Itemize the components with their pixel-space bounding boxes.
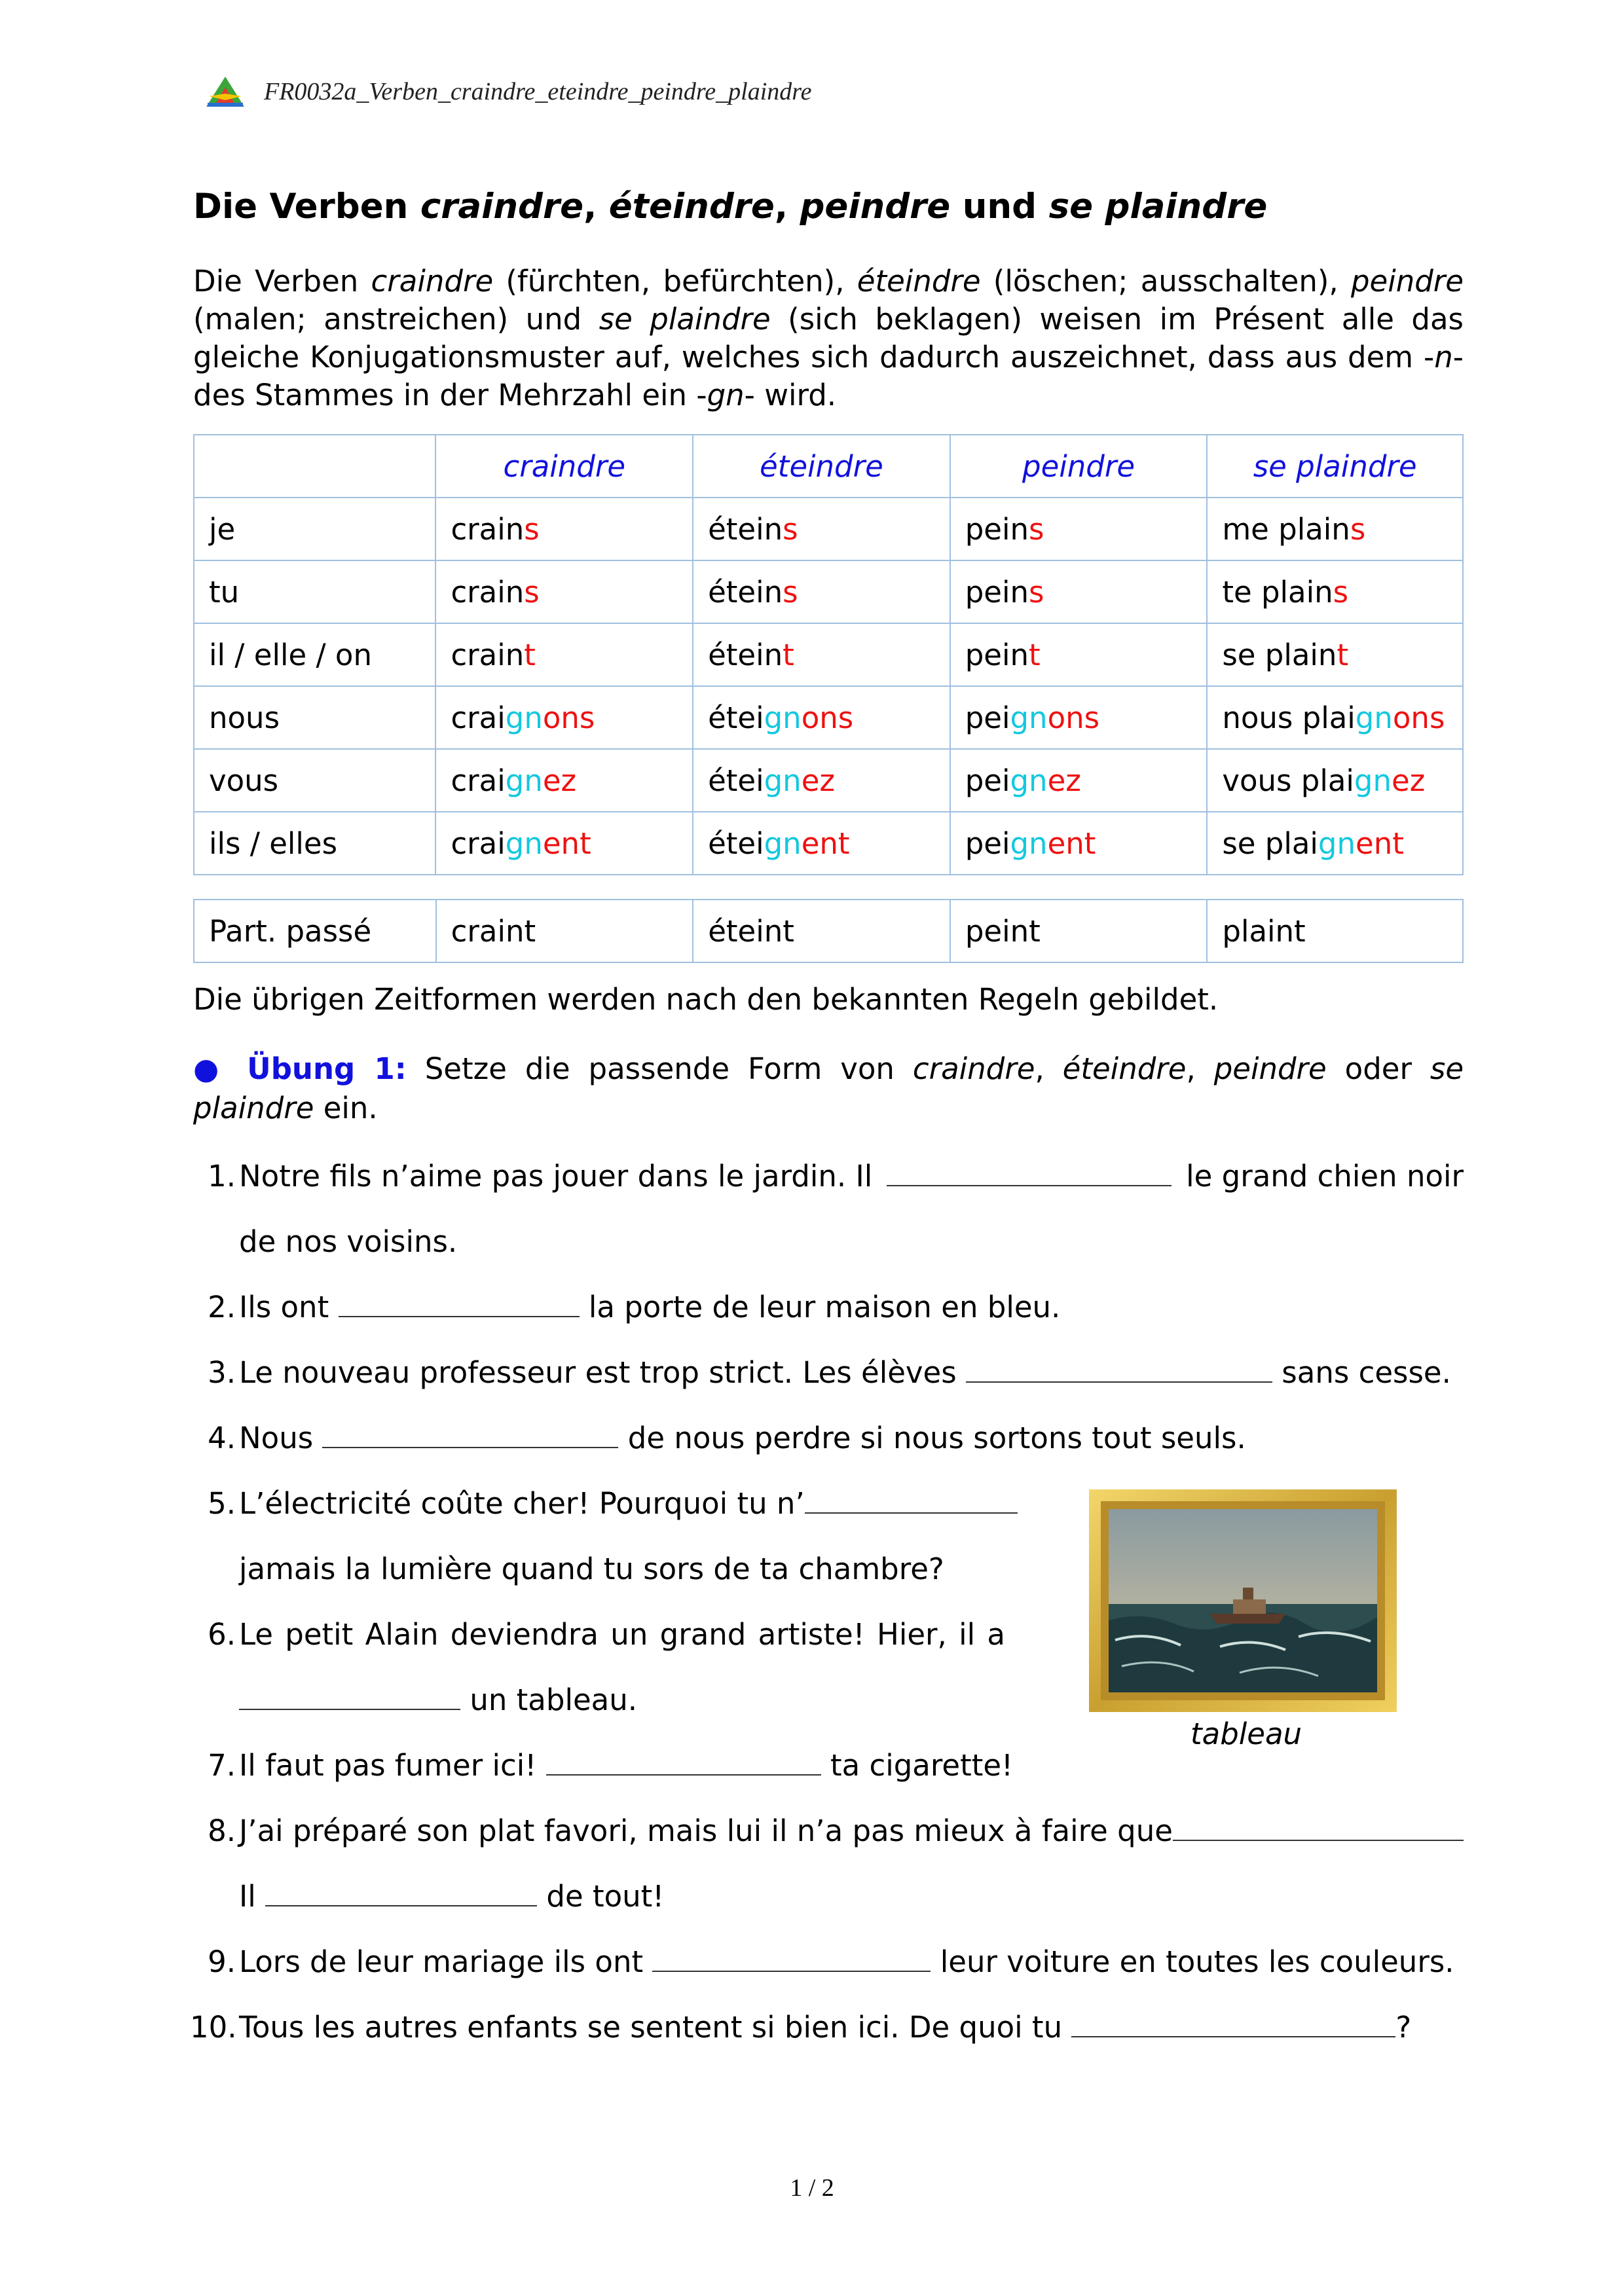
- item-number: 4.: [208, 1421, 236, 1455]
- participle-cell: peint: [950, 900, 1208, 962]
- verb-ending: ons: [1047, 700, 1100, 735]
- verb-stem: pei: [965, 826, 1010, 861]
- verb-infix: gn: [764, 763, 802, 798]
- item-text: Notre fils n’aime pas jouer dans le jardin. Il: [239, 1159, 873, 1194]
- item-text: Ils ont: [239, 1290, 329, 1324]
- verb-ending: ons: [542, 700, 595, 735]
- verb-ending: s: [1029, 574, 1044, 610]
- title-text: ,: [774, 187, 800, 227]
- item-number: 6.: [208, 1617, 236, 1652]
- conjugation-cell: [693, 812, 950, 875]
- verb-ending: ent: [1047, 826, 1096, 861]
- item-number: 8.: [208, 1813, 236, 1848]
- verb-stem: étei: [708, 700, 764, 735]
- conjugation-cell: [435, 749, 693, 812]
- image-caption: tableau: [1190, 1717, 1302, 1751]
- intro-paragraph: [193, 263, 1464, 414]
- intro-text: (fürchten, befürchten),: [493, 264, 857, 299]
- pronoun-cell: vous: [194, 749, 435, 812]
- list-item: [239, 1290, 1060, 1324]
- header-cell: craindre: [435, 435, 693, 498]
- verb-stem: se plain: [1222, 637, 1337, 672]
- conjugation-cell: [693, 686, 950, 749]
- title-text: und: [950, 187, 1049, 227]
- verb-ending: s: [1333, 574, 1349, 610]
- verb-stem: se plai: [1222, 826, 1318, 861]
- conjugation-cell: [1207, 749, 1463, 812]
- header-cell: se plaindre: [1207, 435, 1463, 498]
- verb-infix: gn: [1010, 700, 1048, 735]
- intro-text: - wird.: [744, 378, 837, 412]
- verb-ending: ons: [801, 700, 854, 735]
- verb-ending: ent: [801, 826, 850, 861]
- intro-verb: craindre: [371, 264, 494, 299]
- participle-row: [194, 900, 1463, 962]
- item-number: 3.: [208, 1355, 236, 1390]
- verb-infix: gn: [505, 826, 543, 861]
- title-text: ,: [583, 187, 609, 227]
- answer-blank[interactable]: [322, 1421, 618, 1448]
- verb-ending: t: [783, 637, 794, 672]
- title-text: Die Verben: [193, 187, 420, 227]
- item-text: de nos voisins.: [239, 1224, 458, 1259]
- list-item: [239, 1486, 1018, 1521]
- item-text: Il faut pas fumer ici!: [239, 1748, 537, 1783]
- item-number: 1.: [208, 1159, 236, 1194]
- verb-ending: s: [524, 574, 540, 610]
- verb-ending: ez: [542, 763, 577, 798]
- item-text: de tout!: [546, 1879, 665, 1914]
- header-cell: peindre: [950, 435, 1208, 498]
- verb-ending: ez: [1047, 763, 1081, 798]
- verb-ending: s: [1029, 511, 1044, 547]
- table-row: [194, 623, 1463, 686]
- item-text: de nous perdre si nous sortons tout seuls.: [627, 1421, 1246, 1455]
- list-item: [239, 1748, 1013, 1783]
- table-row: [194, 686, 1463, 749]
- conjugation-cell: [693, 749, 950, 812]
- item-text: ta cigarette!: [830, 1748, 1014, 1783]
- intro-text: (malen; anstreichen) und: [193, 302, 599, 337]
- verb-stem: nous plai: [1222, 700, 1356, 735]
- title-verb: éteindre: [608, 187, 775, 227]
- verb-infix: gn: [1354, 763, 1392, 798]
- answer-blank[interactable]: [1071, 2010, 1395, 2037]
- list-item: [239, 1159, 1464, 1194]
- title-verb: craindre: [420, 187, 584, 227]
- pronoun-cell: je: [194, 498, 435, 560]
- verb-stem: pein: [965, 574, 1029, 610]
- exercise-verb: se plaindre: [193, 1051, 1464, 1125]
- verb-stem: crai: [451, 700, 506, 735]
- exercise-text: ,: [1035, 1051, 1063, 1086]
- item-text: Lors de leur mariage ils ont: [239, 1944, 644, 1979]
- table-row: [194, 749, 1463, 812]
- participle-cell: éteint: [693, 900, 950, 962]
- verb-ending: ez: [1392, 763, 1426, 798]
- conjugation-cell: [693, 560, 950, 623]
- item-number: 7.: [208, 1748, 236, 1783]
- verb-ending: t: [1337, 637, 1349, 672]
- list-item: [239, 1879, 664, 1914]
- verb-ending: ez: [801, 763, 836, 798]
- verb-infix: gn: [1318, 826, 1356, 861]
- conjugation-cell: [1207, 686, 1463, 749]
- participle-label: Part. passé: [194, 900, 436, 962]
- intro-text: (sich beklagen) weisen im Présent alle das gleiche Konjugationsmuster auf, welches sich dadurch auszeichnet, dass aus dem -: [193, 302, 1464, 374]
- intro-verb: peindre: [1350, 264, 1464, 299]
- verb-ending: s: [783, 511, 798, 547]
- exercise-intro: [193, 1049, 1464, 1128]
- answer-blank[interactable]: [966, 1355, 1272, 1383]
- intro-letter: gn: [707, 378, 745, 412]
- answer-blank[interactable]: [265, 1879, 537, 1906]
- verb-stem: crai: [451, 763, 506, 798]
- pronoun-cell: ils / elles: [194, 812, 435, 875]
- exercise-verb: craindre: [912, 1051, 1035, 1086]
- answer-blank[interactable]: [887, 1159, 1172, 1186]
- conjugation-cell: [435, 686, 693, 749]
- intro-text: (löschen; ausschalten),: [980, 264, 1351, 299]
- verb-ending: s: [1350, 511, 1366, 547]
- table-row: [194, 812, 1463, 875]
- conjugation-cell: [1207, 812, 1463, 875]
- conjugation-cell: [950, 498, 1208, 560]
- conjugation-table: [193, 434, 1464, 875]
- verb-stem: vous plai: [1222, 763, 1354, 798]
- exercise-text: ,: [1186, 1051, 1214, 1086]
- list-item: [239, 1813, 1464, 1848]
- verb-infix: gn: [1010, 826, 1048, 861]
- list-item: [239, 1683, 637, 1717]
- item-text: leur voiture en toutes les couleurs.: [940, 1944, 1454, 1979]
- intro-verb: se plaindre: [599, 302, 771, 337]
- item-text: J’ai préparé son plat favori, mais lui il n’a pas mieux à faire que: [239, 1813, 1173, 1848]
- exercise-verb: éteindre: [1062, 1051, 1187, 1086]
- intro-verb: éteindre: [857, 264, 981, 299]
- verb-stem: me plain: [1222, 511, 1350, 547]
- item-number: 5.: [208, 1486, 236, 1521]
- item-text: sans cesse.: [1282, 1355, 1451, 1390]
- answer-blank[interactable]: [239, 1683, 460, 1710]
- verb-stem: crain: [451, 637, 525, 672]
- verb-stem: crain: [451, 511, 525, 547]
- exercise-text: Setze die passende Form von: [406, 1051, 913, 1086]
- verb-stem: pein: [965, 637, 1029, 672]
- conjugation-cell: [435, 560, 693, 623]
- intro-letter: n: [1434, 340, 1453, 374]
- pronoun-cell: tu: [194, 560, 435, 623]
- verb-infix: gn: [505, 763, 543, 798]
- item-text: Tous les autres enfants se sentent si bien ici. De quoi tu: [239, 2010, 1063, 2045]
- header-filename: FR0032a_Verben_craindre_eteindre_peindre_plaindre: [264, 78, 812, 105]
- verb-ending: s: [524, 511, 540, 547]
- verb-stem: étei: [708, 826, 764, 861]
- item-number: 2.: [208, 1290, 236, 1324]
- page-number: 1 / 2: [790, 2174, 834, 2202]
- list-item: [239, 2010, 1411, 2045]
- list-item: [239, 1421, 1246, 1455]
- item-number: 10.: [190, 2010, 237, 2045]
- conjugation-cell: [950, 749, 1208, 812]
- answer-blank[interactable]: [652, 1944, 931, 1972]
- verb-stem: étein: [708, 574, 783, 610]
- item-text: ?: [1395, 2010, 1412, 2045]
- conjugation-cell: [950, 812, 1208, 875]
- participle-table: [193, 899, 1464, 963]
- item-number: 9.: [208, 1944, 236, 1979]
- conjugation-cell: [435, 623, 693, 686]
- item-text: Le petit Alain deviendra un grand artiste! Hier, il a: [239, 1617, 1005, 1652]
- verb-stem: étein: [708, 511, 783, 547]
- exercise-verb: peindre: [1213, 1051, 1327, 1086]
- conjugation-cell: [950, 560, 1208, 623]
- conjugation-cell: [693, 498, 950, 560]
- verb-stem: crain: [451, 574, 525, 610]
- item-text: L’électricité coûte cher! Pourquoi tu n’: [239, 1486, 805, 1521]
- item-text: Nous: [239, 1421, 314, 1455]
- verb-infix: gn: [764, 826, 802, 861]
- table-header-row: [194, 435, 1463, 498]
- verb-stem: pein: [965, 511, 1029, 547]
- item-text: Le nouveau professeur est trop strict. Les élèves: [239, 1355, 957, 1390]
- exercise-text: ein.: [314, 1091, 378, 1125]
- participle-cell: plaint: [1207, 900, 1463, 962]
- exercise-label: ● Übung 1:: [193, 1051, 407, 1086]
- conjugation-cell: [435, 812, 693, 875]
- rule-text: Die übrigen Zeitformen werden nach den bekannten Regeln gebildet.: [193, 982, 1219, 1017]
- list-item: [239, 1944, 1454, 1979]
- title-verb: peindre: [800, 187, 951, 227]
- verb-ending: ent: [1356, 826, 1404, 861]
- intro-text: - des Stammes in der Mehrzahl ein -: [193, 340, 1464, 412]
- verb-stem: pei: [965, 700, 1010, 735]
- item-text: la porte de leur maison en bleu.: [588, 1290, 1061, 1324]
- page-title: [193, 187, 1267, 227]
- pronoun-cell: il / elle / on: [194, 623, 435, 686]
- conjugation-cell: [693, 623, 950, 686]
- verb-ending: t: [1029, 637, 1041, 672]
- answer-blank[interactable]: [339, 1290, 580, 1317]
- item-text: Il: [239, 1879, 256, 1914]
- painting-image: [1089, 1489, 1397, 1712]
- participle-cell: craint: [436, 900, 693, 962]
- conjugation-cell: [435, 498, 693, 560]
- header-cell-empty: [194, 435, 435, 498]
- verb-stem: pei: [965, 763, 1010, 798]
- verb-ending: ent: [542, 826, 591, 861]
- table-row: [194, 498, 1463, 560]
- verb-stem: te plain: [1222, 574, 1333, 610]
- logo-icon: [205, 74, 246, 108]
- conjugation-cell: [1207, 498, 1463, 560]
- conjugation-cell: [950, 623, 1208, 686]
- header-cell: éteindre: [693, 435, 950, 498]
- conjugation-cell: [950, 686, 1208, 749]
- table-row: [194, 560, 1463, 623]
- verb-stem: crai: [451, 826, 506, 861]
- verb-stem: étei: [708, 763, 764, 798]
- pronoun-cell: nous: [194, 686, 435, 749]
- item-text: un tableau.: [470, 1683, 638, 1717]
- exercise-text: oder: [1326, 1051, 1430, 1086]
- verb-ending: s: [783, 574, 798, 610]
- answer-blank[interactable]: [546, 1748, 821, 1776]
- item-text: jamais la lumière quand tu sors de ta chambre?: [239, 1552, 944, 1586]
- verb-ending: t: [524, 637, 536, 672]
- item-text: le grand chien noir: [1186, 1159, 1464, 1194]
- verb-infix: gn: [505, 700, 543, 735]
- conjugation-cell: [1207, 560, 1463, 623]
- verb-infix: gn: [1355, 700, 1393, 735]
- verb-ending: ons: [1392, 700, 1445, 735]
- title-verb: se plaindre: [1048, 187, 1268, 227]
- list-item: [239, 1355, 1451, 1390]
- answer-blank[interactable]: [1173, 1813, 1464, 1841]
- intro-text: Die Verben: [193, 264, 371, 299]
- verb-infix: gn: [1010, 763, 1048, 798]
- verb-infix: gn: [764, 700, 802, 735]
- verb-stem: étein: [708, 637, 783, 672]
- answer-blank[interactable]: [805, 1486, 1018, 1514]
- conjugation-cell: [1207, 623, 1463, 686]
